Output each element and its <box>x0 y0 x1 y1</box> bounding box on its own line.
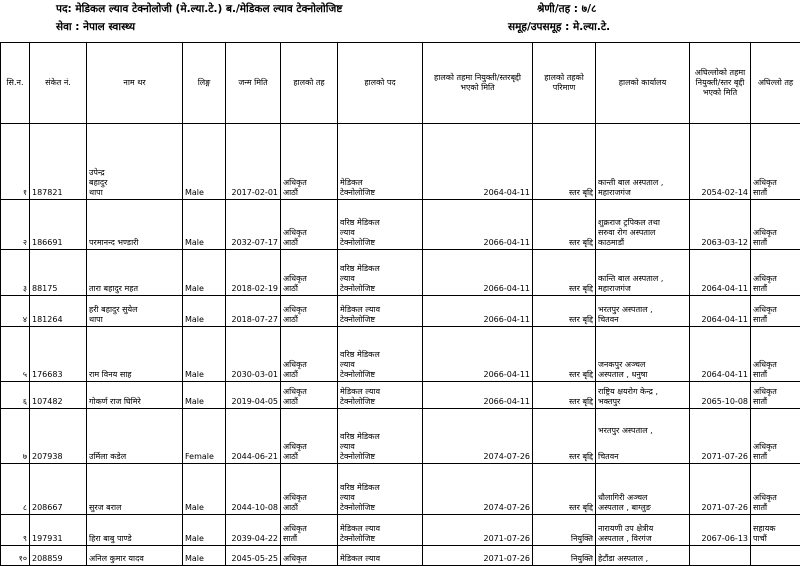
previous-level-line: अधिकृत <box>753 360 798 370</box>
current-level <box>281 382 338 409</box>
appointment-date: 2071-07-26 <box>423 515 533 546</box>
col-sn-header: सि.न. <box>1 43 30 124</box>
current-post-line: टेक्नोलोजिष्ट <box>340 397 420 407</box>
col-name-header: नाम थर <box>87 43 183 124</box>
table-row <box>1 250 800 296</box>
table-body <box>1 124 800 566</box>
current-post-line: मेडिकल ल्याव <box>340 554 420 564</box>
employee-name-line: उर्मिला कडेल <box>89 452 180 462</box>
post-label: पद: मेडिकल ल्याव टेक्नोलोजी (मे.ल्या.टे.) ब./मेडिकल ल्याव टेक्नोलोजिष्ट <box>56 2 342 16</box>
current-level-line: अधिकृत <box>283 387 335 397</box>
current-office-line: अस्पताल , धनुषा <box>598 370 687 380</box>
current-office-line: भरतपुर अस्पताल , <box>598 305 687 315</box>
current-level-line: सातौं <box>283 534 335 544</box>
date-of-birth: 2044-10-08 <box>226 464 281 515</box>
current-level <box>281 327 338 382</box>
current-office-line: भरतपुर अस्पताल , <box>598 426 687 436</box>
appointment-date: 2066-04-11 <box>423 250 533 296</box>
current-post-line: टेक्नोलोजिष्ट <box>340 238 420 248</box>
appointment-nature: स्तर बृद्दि <box>533 200 596 250</box>
current-post-line: टेक्नोलोजिष्ट <box>340 188 420 198</box>
current-level-line: आठौं <box>283 238 335 248</box>
current-office-line: कान्ती बाल अस्पताल , <box>598 178 687 188</box>
current-level <box>281 250 338 296</box>
employee-name-line: परमानन्द भण्डारी <box>89 238 180 248</box>
current-post-line: टेक्नोलोजिष्ट <box>340 370 420 380</box>
appointment-nature: स्तर बृद्दि <box>533 124 596 200</box>
current-level-line: अधिकृत <box>283 524 335 534</box>
current-post-line: टेक्नोलोजिष्ट <box>340 534 420 544</box>
current-office-line: अस्पताल , विरगंज <box>598 534 687 544</box>
col-code-header: संकेत नं. <box>30 43 87 124</box>
serial-number: ४ <box>1 296 30 327</box>
appointment-date: 2074-07-26 <box>423 464 533 515</box>
current-post-line: मेडिकल ल्याव <box>340 305 420 315</box>
current-office-line: महाराजगंज <box>598 284 687 294</box>
current-post-line: ल्याव <box>340 493 420 503</box>
current-office-line: काठमाडौं <box>598 238 687 248</box>
current-office-line: चितवन <box>598 315 687 325</box>
current-office <box>596 296 690 327</box>
current-post-line: मेडिकल ल्याव <box>340 524 420 534</box>
employee-name-line: राम विनय साह <box>89 370 180 380</box>
previous-level-date: 2054-02-14 <box>690 124 751 200</box>
current-office <box>596 250 690 296</box>
previous-level-line: अधिकृत <box>753 305 798 315</box>
table-row <box>1 382 800 409</box>
appointment-date: 2064-04-11 <box>423 124 533 200</box>
employee-name-line: थापा <box>89 188 180 198</box>
appointment-nature: स्तर बृद्दि <box>533 296 596 327</box>
current-level-line: आठौं <box>283 284 335 294</box>
current-post-line: वरिष्ठ मेडिकल <box>340 218 420 228</box>
serial-number: ७ <box>1 409 30 464</box>
table-row <box>1 124 800 200</box>
current-post <box>338 200 423 250</box>
current-level-line: अधिकृत <box>283 360 335 370</box>
col-prev-date-header: अघिल्लोको तहमा नियुक्ती/स्तर बृद्दी भएको मिति <box>690 43 751 124</box>
current-post <box>338 124 423 200</box>
col-nature-header: हालको तहको परिमाण <box>533 43 596 124</box>
previous-level <box>751 546 800 566</box>
current-post-line: वरिष्ठ मेडिकल <box>340 483 420 493</box>
current-office <box>596 200 690 250</box>
service-label: सेवा : नेपाल स्वास्थ्य <box>56 20 135 34</box>
previous-level-line: पाचौं <box>753 534 798 544</box>
previous-level-line: सातौं <box>753 397 798 407</box>
code-number: 107482 <box>30 382 87 409</box>
current-office-line: शुक्रराज ट्रपिकल तथा <box>598 218 687 228</box>
appointment-date: 2066-04-11 <box>423 296 533 327</box>
class-label: श्रेणी/तह : ७/८ <box>537 2 596 16</box>
current-office-line: जनकपुर अञ्चल <box>598 360 687 370</box>
previous-level-date: 2071-07-26 <box>690 409 751 464</box>
table-row <box>1 515 800 546</box>
col-date-header: हालको तहमा नियुक्ती/स्तरबृद्दी भएको मिति <box>423 43 533 124</box>
code-number: 186691 <box>30 200 87 250</box>
previous-level-date: 2067-06-13 <box>690 515 751 546</box>
code-number: 181264 <box>30 296 87 327</box>
gender: Female <box>183 409 226 464</box>
previous-level-line: सातौं <box>753 284 798 294</box>
current-post <box>338 296 423 327</box>
previous-level-line: सहायक <box>753 524 798 534</box>
previous-level <box>751 464 800 515</box>
table-row <box>1 200 800 250</box>
current-level-line: अधिकृत <box>283 178 335 188</box>
date-of-birth: 2018-02-19 <box>226 250 281 296</box>
current-level-line: आठौं <box>283 370 335 380</box>
employee-name-line: गोकर्ण राज घिमिरे <box>89 397 180 407</box>
employee-name <box>87 515 183 546</box>
previous-level-line: अधिकृत <box>753 442 798 452</box>
current-post-line: ल्याव <box>340 360 420 370</box>
current-office-line: धौलागिरी अञ्चल <box>598 493 687 503</box>
previous-level-date: 2071-07-26 <box>690 464 751 515</box>
current-office-line: कान्ति बाल अस्पताल , <box>598 274 687 284</box>
gender: Male <box>183 124 226 200</box>
date-of-birth: 2045-05-25 <box>226 546 281 566</box>
current-level <box>281 409 338 464</box>
date-of-birth: 2039-04-22 <box>226 515 281 546</box>
previous-level <box>751 382 800 409</box>
previous-level-line: सातौं <box>753 503 798 513</box>
employee-name-line: सुरज बराल <box>89 503 180 513</box>
current-post-line: टेक्नोलोजिष्ट <box>340 452 420 462</box>
current-level <box>281 200 338 250</box>
current-level <box>281 515 338 546</box>
current-level-line: आठौं <box>283 188 335 198</box>
code-number: 208667 <box>30 464 87 515</box>
col-post-header: हालको पद <box>338 43 423 124</box>
current-post <box>338 250 423 296</box>
col-prev-level-header: अघिल्लो तह <box>751 43 800 124</box>
previous-level <box>751 515 800 546</box>
serial-number: ३ <box>1 250 30 296</box>
col-gender-header: लिङ्ग <box>183 43 226 124</box>
employee-name <box>87 124 183 200</box>
current-office <box>596 382 690 409</box>
current-office-line: भक्तपुर <box>598 397 687 407</box>
previous-level <box>751 327 800 382</box>
current-office <box>596 546 690 566</box>
previous-level <box>751 296 800 327</box>
table-row <box>1 546 800 566</box>
current-office <box>596 327 690 382</box>
gender: Male <box>183 250 226 296</box>
code-number: 187821 <box>30 124 87 200</box>
appointment-date: 2066-04-11 <box>423 327 533 382</box>
employee-name <box>87 296 183 327</box>
employee-name-line: बहादुर <box>89 178 180 188</box>
current-post-line: ल्याव <box>340 442 420 452</box>
previous-level-line: सातौं <box>753 188 798 198</box>
current-office <box>596 409 690 464</box>
current-level-line: आठौं <box>283 452 335 462</box>
current-level-line: अधिकृत <box>283 493 335 503</box>
serial-number: १० <box>1 546 30 566</box>
code-number: 88175 <box>30 250 87 296</box>
appointment-date: 2066-04-11 <box>423 382 533 409</box>
gender: Male <box>183 546 226 566</box>
appointment-date: 2071-07-26 <box>423 546 533 566</box>
previous-level-date: 2064-04-11 <box>690 327 751 382</box>
serial-number: १ <box>1 124 30 200</box>
code-number: 208859 <box>30 546 87 566</box>
current-office <box>596 515 690 546</box>
appointment-nature: स्तर बृद्दि <box>533 382 596 409</box>
gender: Male <box>183 200 226 250</box>
current-post-line: वरिष्ठ मेडिकल <box>340 264 420 274</box>
header-row-2 <box>0 20 800 38</box>
code-number: 176683 <box>30 327 87 382</box>
previous-level <box>751 124 800 200</box>
previous-level-date: 2064-04-11 <box>690 296 751 327</box>
current-post <box>338 327 423 382</box>
current-post-line: टेक्नोलोजिष्ट <box>340 284 420 294</box>
table-row <box>1 464 800 515</box>
staff-roster-table <box>0 42 800 566</box>
table-row <box>1 296 800 327</box>
previous-level-date: 2063-03-12 <box>690 200 751 250</box>
previous-level <box>751 250 800 296</box>
date-of-birth: 2018-07-27 <box>226 296 281 327</box>
current-office-line: नारायणी उप क्षेत्रीय <box>598 524 687 534</box>
previous-level-line: अधिकृत <box>753 493 798 503</box>
current-post <box>338 515 423 546</box>
employee-name <box>87 200 183 250</box>
current-office <box>596 464 690 515</box>
appointment-nature: नियुक्ति <box>533 546 596 566</box>
employee-name-line: अनिल कुमार यादव <box>89 554 180 564</box>
date-of-birth: 2019-04-05 <box>226 382 281 409</box>
serial-number: ५ <box>1 327 30 382</box>
current-post-line: वरिष्ठ मेडिकल <box>340 350 420 360</box>
current-post-line: वरिष्ठ मेडिकल <box>340 432 420 442</box>
gender: Male <box>183 382 226 409</box>
current-post-line: मेडिकल <box>340 178 420 188</box>
date-of-birth: 2030-03-01 <box>226 327 281 382</box>
previous-level-line: सातौं <box>753 452 798 462</box>
previous-level-line: अधिकृत <box>753 274 798 284</box>
current-level-line: आठौं <box>283 397 335 407</box>
previous-level-line: अधिकृत <box>753 228 798 238</box>
previous-level-line: अधिकृत <box>753 387 798 397</box>
current-level-line: अधिकृत <box>283 274 335 284</box>
appointment-nature: स्तर बृद्दि <box>533 250 596 296</box>
appointment-date: 2066-04-11 <box>423 200 533 250</box>
current-office-line <box>598 436 687 452</box>
employee-name <box>87 327 183 382</box>
current-post-line: मेडिकल ल्याव <box>340 387 420 397</box>
employee-name <box>87 546 183 566</box>
appointment-nature: स्तर बृद्दि <box>533 464 596 515</box>
previous-level-date: 2064-04-11 <box>690 250 751 296</box>
current-level-line: आठौं <box>283 315 335 325</box>
current-level <box>281 546 338 566</box>
current-post <box>338 464 423 515</box>
current-office-line: हेटौंडा अस्पताल , <box>598 554 687 564</box>
code-number: 207938 <box>30 409 87 464</box>
employee-name-line: हरी बहादुर सुयेल <box>89 305 180 315</box>
employee-name <box>87 464 183 515</box>
table-row <box>1 327 800 382</box>
previous-level-line: सातौं <box>753 370 798 380</box>
date-of-birth: 2017-02-01 <box>226 124 281 200</box>
col-office-header: हालको कार्यालय <box>596 43 690 124</box>
current-level-line: अधिकृत <box>283 554 335 564</box>
current-office-line: महाराजगंज <box>598 188 687 198</box>
previous-level-line: सातौं <box>753 238 798 248</box>
employee-name <box>87 382 183 409</box>
employee-name-line: हिरा बाबु पाण्डे <box>89 534 180 544</box>
gender: Male <box>183 464 226 515</box>
current-post-line: ल्याव <box>340 274 420 284</box>
employee-name-line: थापा <box>89 315 180 325</box>
current-level-line: अधिकृत <box>283 305 335 315</box>
current-level-line: अधिकृत <box>283 442 335 452</box>
serial-number: ९ <box>1 515 30 546</box>
table-row <box>1 409 800 464</box>
current-post <box>338 409 423 464</box>
col-dob-header: जन्म मिति <box>226 43 281 124</box>
previous-level-date: 2065-10-08 <box>690 382 751 409</box>
employee-name <box>87 250 183 296</box>
current-office-line: अस्पताल , बाग्लुङ <box>598 503 687 513</box>
gender: Male <box>183 327 226 382</box>
gender: Male <box>183 296 226 327</box>
employee-name-line: तारा बहादुर महत <box>89 284 180 294</box>
appointment-nature: स्तर बृद्दि <box>533 409 596 464</box>
current-office-line: चितवन <box>598 452 687 462</box>
previous-level-line: सातौं <box>753 315 798 325</box>
table-header-row <box>1 43 800 124</box>
current-post <box>338 546 423 566</box>
col-level-header: हालको तह <box>281 43 338 124</box>
current-level <box>281 124 338 200</box>
previous-level <box>751 200 800 250</box>
employee-name <box>87 409 183 464</box>
current-level-line: आठौं <box>283 503 335 513</box>
appointment-nature: नियुक्ति <box>533 515 596 546</box>
appointment-date: 2074-07-26 <box>423 409 533 464</box>
serial-number: २ <box>1 200 30 250</box>
serial-number: ८ <box>1 464 30 515</box>
serial-number: ६ <box>1 382 30 409</box>
employee-name-line: उपेन्द्र <box>89 168 180 178</box>
current-level <box>281 464 338 515</box>
gender: Male <box>183 515 226 546</box>
date-of-birth: 2032-07-17 <box>226 200 281 250</box>
current-level <box>281 296 338 327</box>
header-row-1 <box>0 2 800 20</box>
current-post-line: टेक्नोलोजिष्ट <box>340 315 420 325</box>
code-number: 197931 <box>30 515 87 546</box>
current-post <box>338 382 423 409</box>
appointment-nature: स्तर बृद्दि <box>533 327 596 382</box>
current-post-line: ल्याव <box>340 228 420 238</box>
previous-level-line: अधिकृत <box>753 178 798 188</box>
group-label: समूह/उपसमूह : मे.ल्या.टे. <box>508 20 610 34</box>
previous-level <box>751 409 800 464</box>
current-post-line: टेक्नोलोजिष्ट <box>340 503 420 513</box>
current-office-line: सरुवा रोग अस्पताल <box>598 228 687 238</box>
current-office-line: राष्ट्रिय क्षयरोग केन्द्र , <box>598 387 687 397</box>
previous-level-date <box>690 546 751 566</box>
date-of-birth: 2044-06-21 <box>226 409 281 464</box>
current-office <box>596 124 690 200</box>
current-level-line: अधिकृत <box>283 228 335 238</box>
